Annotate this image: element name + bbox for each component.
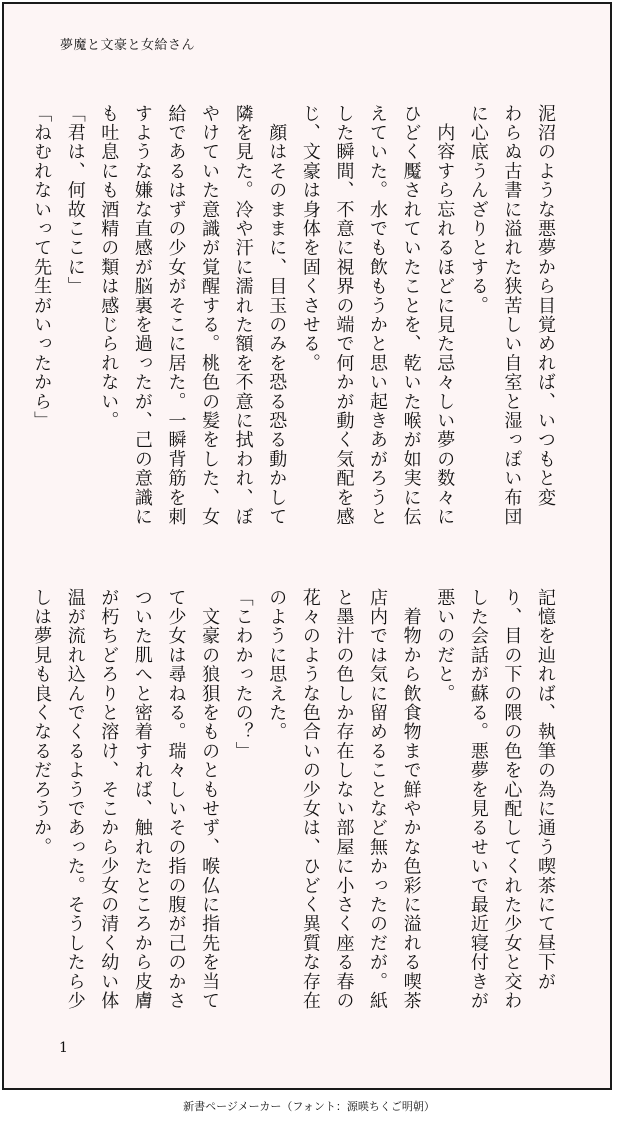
dialogue-line: 「君は、何故ここに」 [64,104,86,296]
dialogue-line: 「ねむれないって先生がいったから」 [31,104,53,431]
paragraph: 内容すら忘れるほどに見た忌々しい夢の数々に ひどく魘されていたことを、乾いた喉が如実に伝 えていた。水でも飲もうかと思い起きあがろうと した瞬間、不意に視界の端で何かが動く気配を感 じ、文豪は身体を固くさせる。 [299,104,456,527]
paragraph: 着物から飲食物まで鮮やかな色彩に溢れる喫茶 店内では気に留めることなど無かったのだが。紙 と墨汁の色しか存在しない部屋に小さく座る春の 花々のような色合いの少女は、ひどく異質な存在 のように思えた。 [266,588,422,1011]
paragraph: 泥沼のような悪夢から目覚めれば、いつもと変 わらぬ古書に溢れた狭苦しい自室と湿っぽい布団 に心底うんざりとする。 [467,104,556,527]
paragraph: 記憶を辿れば、執筆の為に通う喫茶にて昼下が り、目の下の隈の色を心配してくれた少女と交わ した会話が蘇る。悪夢を見るせいで最近寝付きが 悪いのだと。 [434,588,556,1011]
page-number: 1 [59,1040,68,1056]
paragraph: 顔はそのままに、目玉のみを恐る恐る動かして 隣を見た。冷や汗に濡れた額を不意に拭われ、ぼ やけていた意識が覚醒する。桃色の髪をした、女 給であるはずの少女がそこに居た。一瞬背筋を刺 すような嫌な直感が脳裏を過ったが、己の意識に も吐息にも酒精の類は感じられない。 [98,104,288,527]
book-page [2,2,612,1090]
footer-credit: 新書ページメーカー（フォント：源暎ちくご明朝） [183,1100,435,1113]
dialogue-line: 「こわかったの？」 [232,588,254,761]
lower-text-block [31,588,562,1020]
running-header-title: 夢魔と文豪と女給さん [60,38,196,53]
paragraph: 文豪の狼狽をものともせず、喉仏に指先を当て て少女は尋ねる。瑞々しいその指の腹が己のかさ ついた肌へと密着すれば、触れたところから皮膚 が朽ちどろりと溶け、そこから少女の清く幼い体 温が流れ込んでくるようであった。そうしたら少 しは夢見も良くなるだろうか。 [31,588,221,1011]
upper-text-block [31,104,562,536]
